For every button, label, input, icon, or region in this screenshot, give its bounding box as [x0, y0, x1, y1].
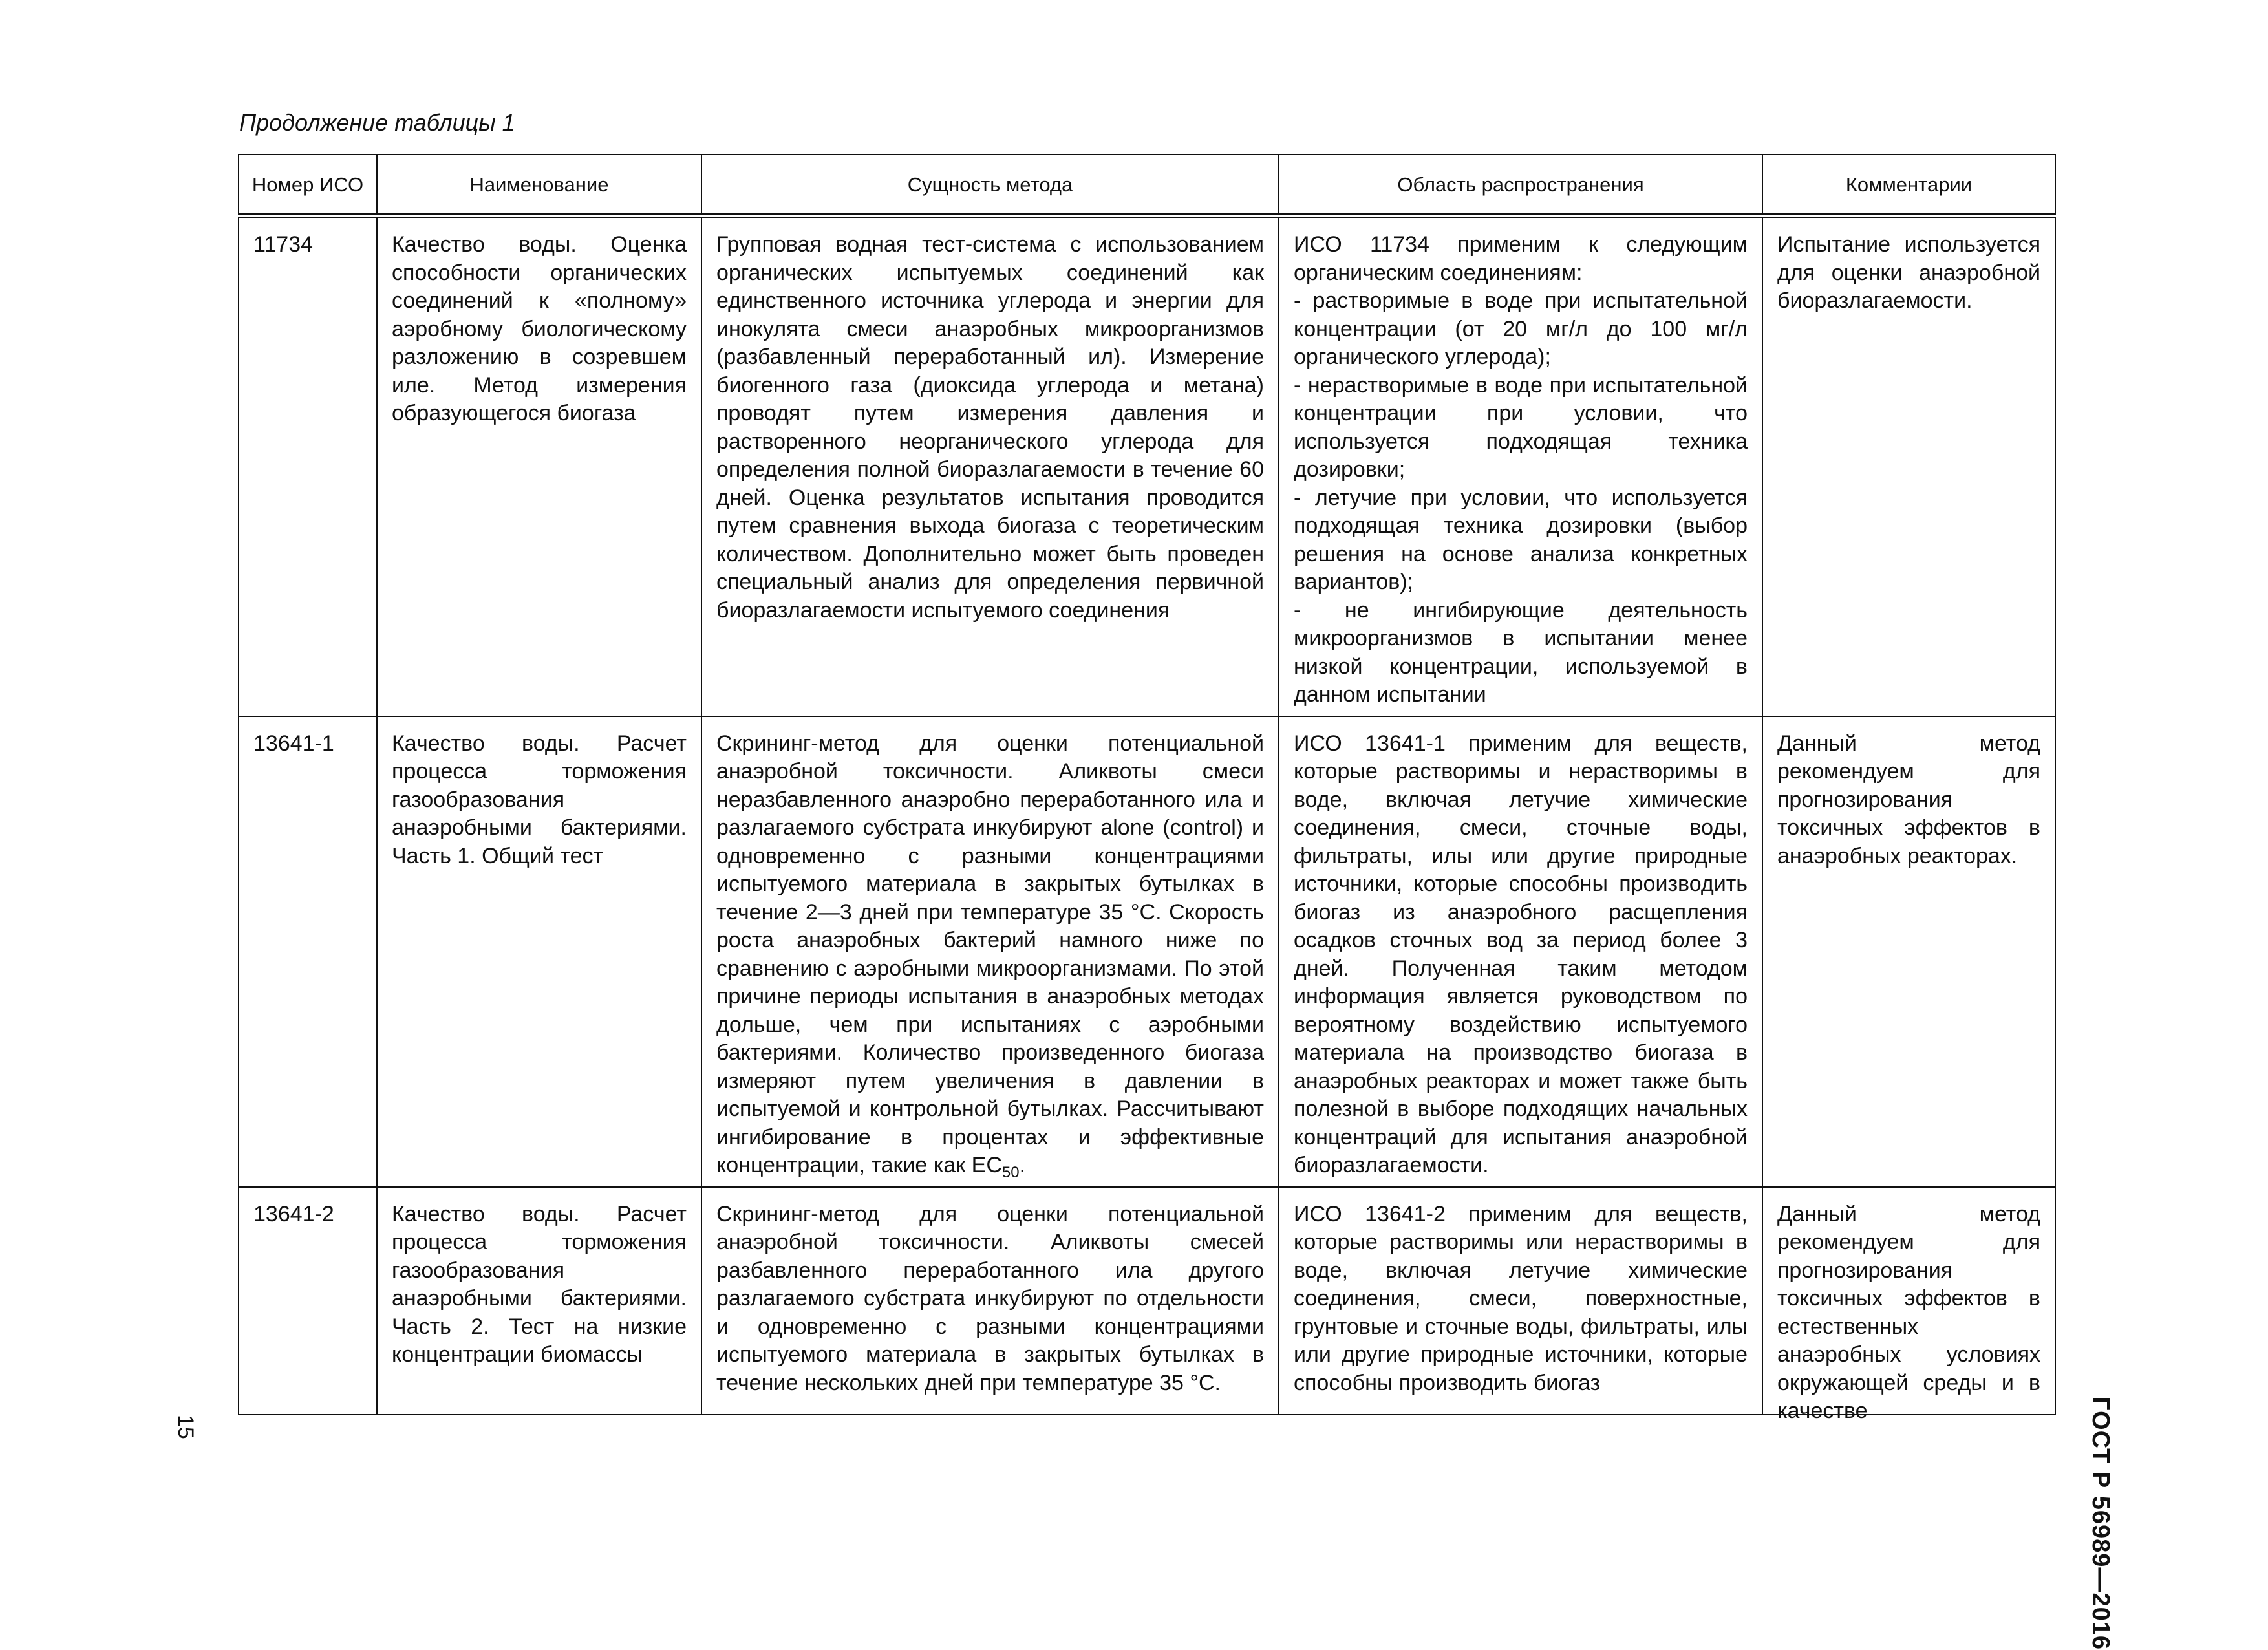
header-name: Наименование	[377, 155, 701, 216]
header-iso-number: Номер ИСО	[239, 155, 377, 216]
comment-cell: Испытание используется для оценки анаэробной биоразлагаемости.	[1762, 216, 2055, 716]
comment-cell	[1762, 1187, 2055, 1423]
cell-clip: Скрининг-метод для оценки потенциальной анаэробной токсичности. Аликвоты смесей разбавленного переработанного ила другого разлагаемого субстрата инкубируют по отдельности и одновременно с разными концентрациями испытуемого материала в закрытых бутылках в течение нескольких дней при температуре 35 °С.	[716, 1201, 1264, 1395]
table-caption: Продолжение таблицы 1	[239, 109, 515, 136]
essence-cell	[701, 716, 1279, 1187]
cell-clip: Качество воды. Расчет процесса торможения газообразования анаэробными бактериями. Часть 2. Тест на низкие концентрации биомассы	[392, 1201, 687, 1367]
scope-cell	[1279, 1187, 1762, 1415]
header-scope: Область распространения	[1279, 155, 1762, 216]
cell-clip: ИСО 13641-2 применим для веществ, которые растворимы или нерастворимы в воде, включая летучие химические соединения, смеси, поверхностные, грунтовые и сточные воды, фильтраты, илы или другие природные источники, которые способны производить биогаз	[1294, 1201, 1748, 1395]
iso-number-cell: 13641-1	[239, 716, 377, 1187]
essence-cell: Групповая водная тест-система с использованием органических испытуемых соединений как единственного источника углерода и энергии для инокулята смеси анаэробных микроорганизмов (разбавленный переработанный ил). Измерение биогенного газа (диоксида углерода и метана) проводят путем измерения давления и растворенного неорганического углерода для определения полной биоразлагаемости в течение 60 дней. Оценка результатов испытания проводится путем сравнения выхода биогаза с теоретическим количеством. Дополнительно может быть проведен специальный анализ для определения первичной биоразлагаемости испытуемого соединения	[701, 216, 1279, 716]
table-row	[239, 716, 2055, 1187]
table-header-row	[239, 155, 2055, 216]
document-code-label: ГОСТ Р 56989—2016	[2087, 1397, 2114, 1650]
scope-cell: ИСО 13641-1 применим для веществ, которые растворимы и нерастворимы в воде, включая летучие химические соединения, смеси, сточные воды, фильтраты, илы или другие природные источники, которые способны производить биогаз из анаэробного расщепления осадков сточных вод за период более 3 дней. Полученная таким методом информация является руководством по вероятному воздействию испытуемого материала на производство биогаза в анаэробных реакторах и может также быть полезной в выборе подходящих начальных концентраций для испытания анаэробной биоразлагаемости.	[1279, 716, 1762, 1187]
name-cell	[377, 1187, 701, 1415]
header-comments: Комментарии	[1762, 155, 2055, 216]
header-method-essence: Сущность метода	[701, 155, 1279, 216]
essence-end: .	[1019, 1153, 1026, 1177]
table-row	[239, 216, 2055, 716]
scope-cell: ИСО 11734 применим к следующим органическим соединениям: - растворимые в воде при испытательной концентрации (от 20 мг/л до 100 мг/л органического углерода); - нерастворимые в воде при испытательной концентрации при условии, что используется подходящая техника дозировки; - летучие при условии, что используется подходящая техника дозировки (выбор решения на основе анализа конкретных вариантов); - не ингибирующие деятельность микроорганизмов в испытании менее низкой концентрации, используемой в данном испытании	[1279, 216, 1762, 716]
essence-text: Скрининг-метод для оценки потенциальной анаэробной токсичности. Аликвоты смеси неразбавленного анаэробно переработанного ила и разлагаемого субстрата инкубируют alone (control) и одновременно с разными концентрациями испытуемого материала в закрытых бутылках в течение 2—3 дней при температуре 35 °С. Скорость роста анаэробных бактерий намного ниже по сравнению с аэробными микроорганизмами. По этой причине периоды испытания в анаэробных методах дольше, чем при испытаниях с аэробными бактериями. Количество произведенного биогаза измеряют путем увеличения в давлении в испытуемой и контрольной бутылках. Рассчитывают ингибирование в процентах и эффективные концентрации, такие как EC	[716, 731, 1264, 1177]
comment-cell: Данный метод рекомендуем для прогнозирования токсичных эффектов в анаэробных реакторах.	[1762, 716, 2055, 1187]
name-cell: Качество воды. Оценка способности органических соединений к «полному» аэробному биологическому разложению в созревшем иле. Метод измерения образующегося биогаза	[377, 216, 701, 716]
methods-table	[238, 154, 2056, 1423]
cell-clip: Данный метод рекомендуем для прогнозирования токсичных эффектов в естественных анаэробных условиях окружающей среды и в качестве	[1777, 1201, 2040, 1423]
table-row	[239, 1187, 2055, 1415]
name-cell: Качество воды. Расчет процесса торможения газообразования анаэробными бактериями. Часть 1. Общий тест	[377, 716, 701, 1187]
iso-number-cell: 11734	[239, 216, 377, 716]
iso-number-cell	[239, 1187, 377, 1415]
essence-subscript: 50	[1001, 1163, 1020, 1181]
page-number: 15	[173, 1415, 198, 1439]
essence-cell	[701, 1187, 1279, 1415]
cell-clip: 13641-2	[253, 1201, 334, 1227]
